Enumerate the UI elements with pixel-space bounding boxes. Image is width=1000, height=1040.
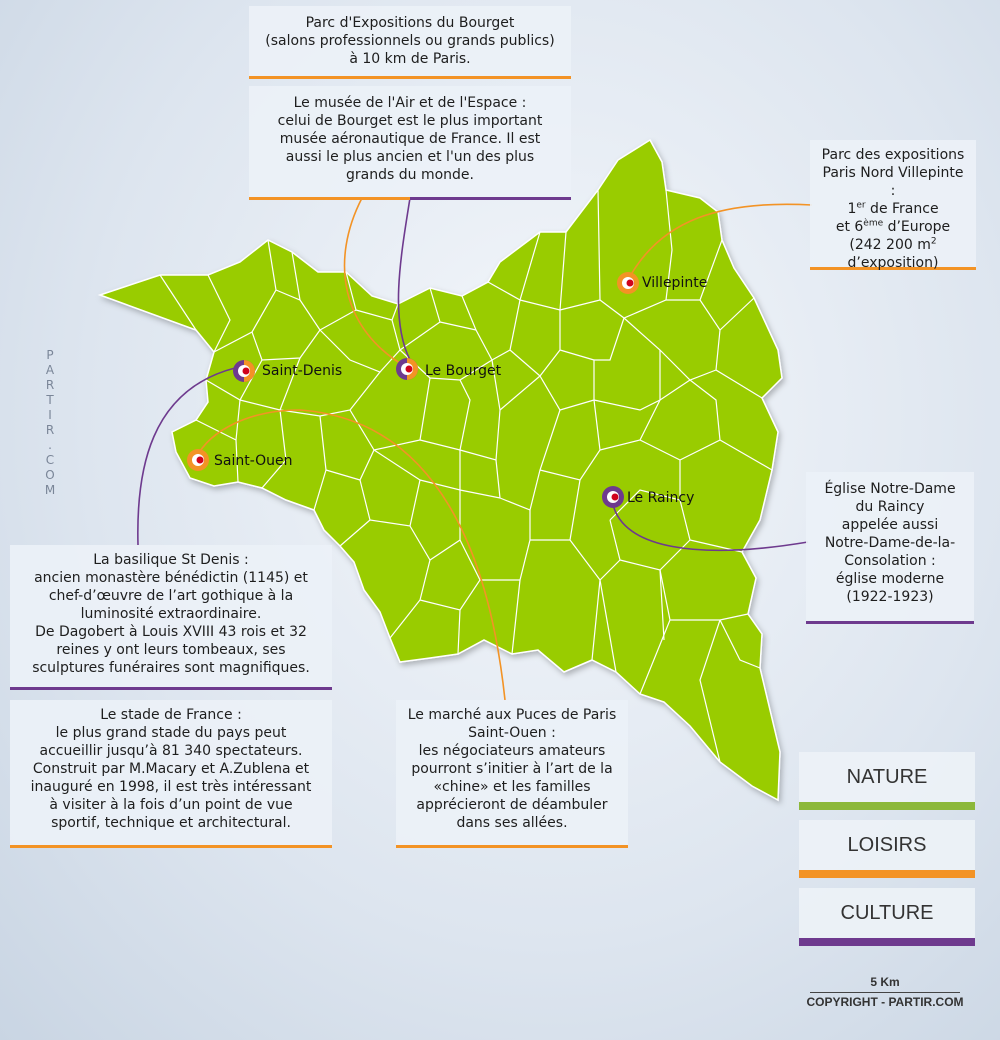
marker-villepinte[interactable] — [617, 272, 639, 294]
legend-culture[interactable]: CULTURE — [799, 888, 975, 946]
legend-loisirs[interactable]: LOISIRS — [799, 820, 975, 878]
info-box-basilique-saint-denis: La basilique St Denis : ancien monastère bénédictin (1145) et chef-d’œuvre de l’art gothique à la luminosité extraordinaire. De Dagobert à Louis XVIII 43 rois et 32 reines y ont leurs tombeaux, ses sculptures funéraires sont magnifiques. — [10, 545, 332, 690]
leader-villepinte — [628, 204, 812, 280]
info-box-stade-de-france: Le stade de France : le plus grand stade du pays peut accueillir jusqu’à 81 340 spectateurs. Construit par M.Macary et A.Zublena et inauguré en 1998, il est très intéressant à visiter à la fois d’un point de vue sportif, technique et architectural. — [10, 700, 332, 848]
watermark-partir-com: P A R T I R . C O M — [44, 348, 56, 497]
marker-le-bourget[interactable] — [396, 358, 418, 380]
marker-saint-ouen[interactable] — [187, 449, 209, 471]
scale-label: 5 Km — [870, 975, 900, 989]
legend-nature[interactable]: NATURE — [799, 752, 975, 810]
copyright: COPYRIGHT - PARTIR.COM — [806, 995, 964, 1009]
city-label-le-raincy: Le Raincy — [627, 490, 695, 506]
scale-bar — [810, 992, 960, 993]
city-label-le-bourget: Le Bourget — [425, 363, 502, 379]
marker-saint-denis[interactable] — [233, 360, 255, 382]
info-box-eglise-raincy: Église Notre-Dame du Raincy appelée aussi Notre-Dame-de-la- Consolation : église moderne (1922-1923) — [806, 472, 974, 624]
marker-le-raincy[interactable] — [602, 486, 624, 508]
info-box-villepinte: Parc des expositions Paris Nord Villepinte : 1er de France et 6ème d’Europe (242 200 $m^2$ d’exposition) — [810, 140, 976, 270]
info-box-marche-aux-puces: Le marché aux Puces de Paris Saint-Ouen : les négociateurs amateurs pourront s’initier à l’art de la «chine» et les familles apprécieront de déambuler dans ses allées. — [396, 700, 628, 848]
info-box-musee-air-espace: Le musée de l'Air et de l'Espace : celui de Bourget est le plus important musée aéronautique de France. Il est aussi le plus ancien et l'un des plus grands du monde. — [249, 86, 571, 200]
city-label-saint-ouen: Saint-Ouen — [214, 453, 293, 469]
info-box-bourget-expositions: Parc d'Expositions du Bourget (salons professionnels ou grands publics) à 10 km de Paris. — [249, 6, 571, 79]
city-label-saint-denis: Saint-Denis — [262, 363, 343, 379]
leader-bourget-expo — [398, 198, 410, 360]
leader-raincy — [612, 500, 808, 550]
city-label-villepinte: Villepinte — [642, 275, 708, 291]
